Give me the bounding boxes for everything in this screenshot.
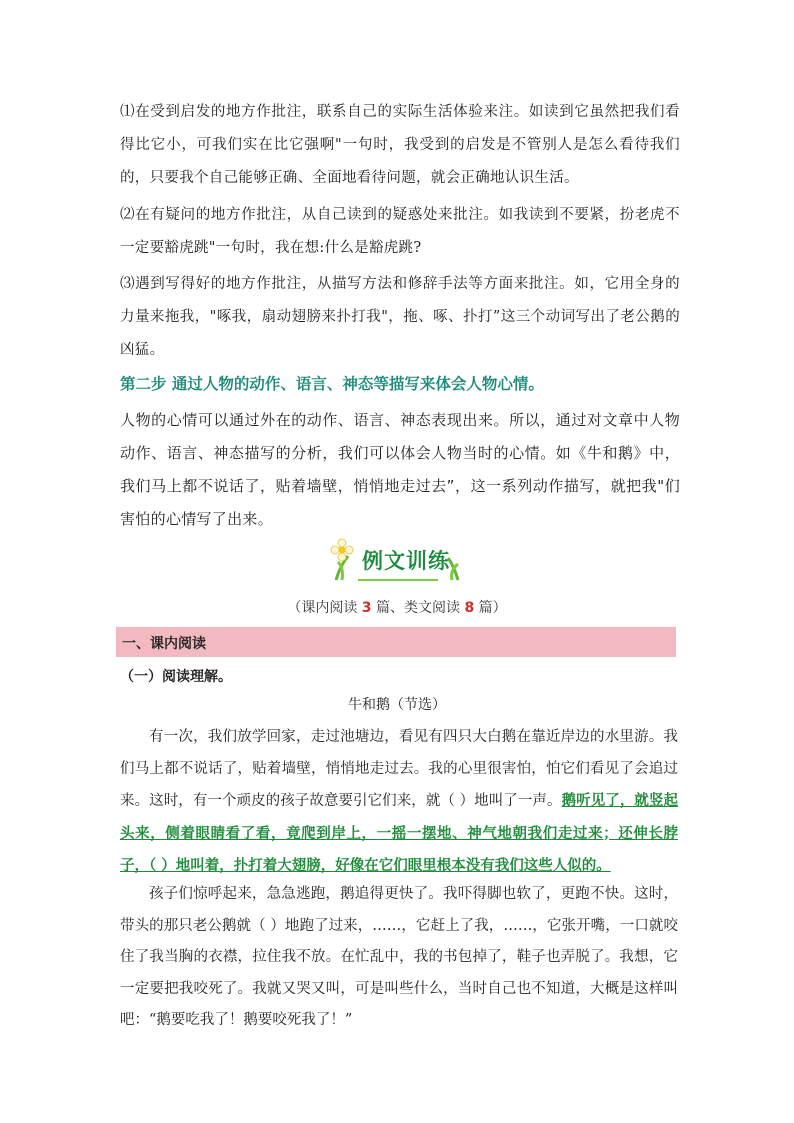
intro-paragraph-2: ⑵在有疑问的地方作批注，从自己读到的疑惑处来批注。如我读到不要紧，扮老虎不一定要豁虎跳"一句时，我在想:什么是豁虎跳?: [120, 207, 680, 256]
story-paragraph-2: 孩子们惊呼起来，急急逃跑，鹅追得更快了。我吓得脚也软了，更跑不快。这时，带头的那只老公鹅就（ ）地跑了过来，……，它赶上了我，……，它张开嘴，一口就咬住了我当胸的衣襟，拉住我不放。在忙乱中，我的书包掉了，鞋子也弄脱了。我想，它一定要把我咬死了。我就又哭又叫，可是叫些什么，当时自己也不知道，大概是这样叫吧：“鹅要吃我了！鹅要咬死我了！”: [120, 886, 678, 1028]
story-paragraph-1: [120, 722, 678, 883]
section-label: 一、课内阅读: [122, 636, 206, 652]
in-class-count: 3: [361, 600, 372, 616]
step-two-body: 人物的心情可以通过外在的动作、语言、神态表现出来。所以，通过对文章中人物动作、语言、神态描写的分析，我们可以体会人物当时的心情。如《牛和鹅》中，我们马上都不说话了，贴着墙壁，悄悄地走过去”，这一系列动作描写，就把我"们害怕的心情写了出来。: [120, 411, 680, 528]
extra-count: 8: [464, 600, 475, 616]
story-title: 牛和鹅（节选）: [348, 697, 446, 713]
step-two-heading: 第二步 通过人物的动作、语言、神态等描写来体会人物心情。: [120, 375, 544, 393]
story-p1-highlight: 鹅听见了，就竖起头来，侧着眼睛看了看，竟爬到岸上，一摇一摆地、神气地朝我们走过来；还伸长脖子，（ ）地叫着，扑打着大翅膀，好像在它们眼里根本没有我们这些人似的。: [120, 792, 679, 874]
intro-paragraph-3: ⑶遇到写得好的地方作批注，从描写方法和修辞手法等方面来批注。如，它用全身的力量来拖我，"啄我，扇动翅膀来扑打我"，拖、啄、扑打”这三个动词写出了老公鹅的凶猛。: [120, 276, 680, 358]
story-p1-text: 有一次，我们放学回家，走过池塘边，看见有四只大白鹅在靠近岸边的水里游。我们马上都不说话了，贴着墙壁，悄悄地走过去。我的心里很害怕，怕它们看见了会追过来。这时，有一个顽皮的孩子故意要引它们来，就（ ）地叫了一声。: [120, 729, 678, 809]
intro-paragraph-1: ⑴在受到启发的地方作批注，联系自己的实际生活体验来注。如读到它虽然把我们看得比它小，可我们实在比它强啊"一句时，我受到的启发是不管别人是怎么看待我们的，只要我个自己能够正确、全面地看待问题，就会正确地认识生活。: [120, 104, 680, 186]
count-mid: 篇、类文阅读: [371, 600, 465, 616]
reading-count-line: [0, 597, 794, 617]
count-close: 篇）: [474, 600, 507, 616]
subsection-label: （一）阅读理解。: [120, 669, 232, 685]
count-open: （课内阅读: [287, 600, 362, 616]
banner-title: 例文训练: [362, 549, 450, 573]
section-header-bar: [116, 627, 676, 657]
